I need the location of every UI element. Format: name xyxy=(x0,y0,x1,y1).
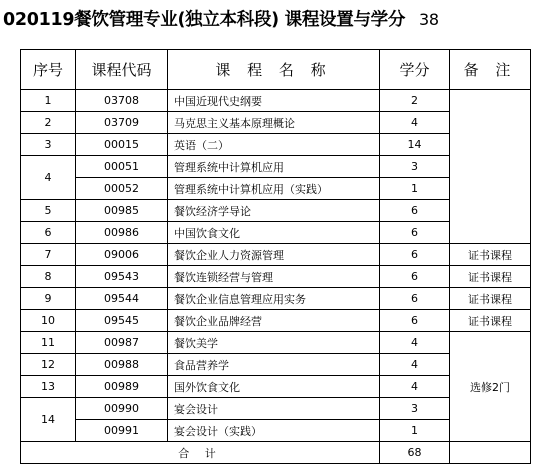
credit-cell: 1 xyxy=(380,420,450,442)
table-row xyxy=(21,244,531,266)
course-name-cell: 马克思主义基本原理概论 xyxy=(168,112,380,134)
course-name-cell: 餐饮企业品牌经营 xyxy=(168,310,380,332)
seq-cell: 9 xyxy=(21,288,76,310)
course-name-cell: 食品营养学 xyxy=(168,354,380,376)
course-table xyxy=(20,49,531,464)
credit-cell: 6 xyxy=(380,244,450,266)
course-name-cell: 中国近现代史纲要 xyxy=(168,90,380,112)
course-name-cell: 餐饮美学 xyxy=(168,332,380,354)
code-cell: 09543 xyxy=(76,266,168,288)
header-remark: 备 注 xyxy=(450,50,531,90)
code-cell: 00015 xyxy=(76,134,168,156)
seq-cell: 12 xyxy=(21,354,76,376)
course-name-cell: 餐饮企业信息管理应用实务 xyxy=(168,288,380,310)
course-name-cell: 管理系统中计算机应用 xyxy=(168,156,380,178)
code-cell: 09544 xyxy=(76,288,168,310)
seq-cell: 14 xyxy=(21,398,76,442)
title-text: 020119餐饮管理专业(独立本科段) 课程设置与学分 xyxy=(3,10,406,30)
total-credit: 68 xyxy=(380,442,450,464)
code-cell: 03709 xyxy=(76,112,168,134)
course-name-cell: 宴会设计（实践） xyxy=(168,420,380,442)
credit-cell: 6 xyxy=(380,310,450,332)
code-cell: 00991 xyxy=(76,420,168,442)
remark-cell: 证书课程 xyxy=(450,244,531,266)
table-row xyxy=(21,310,531,332)
seq-cell: 7 xyxy=(21,244,76,266)
credit-cell: 1 xyxy=(380,178,450,200)
total-label xyxy=(21,442,380,464)
course-name-cell: 中国饮食文化 xyxy=(168,222,380,244)
code-cell: 00989 xyxy=(76,376,168,398)
seq-cell: 8 xyxy=(21,266,76,288)
seq-cell: 3 xyxy=(21,134,76,156)
code-cell: 00988 xyxy=(76,354,168,376)
code-cell: 09006 xyxy=(76,244,168,266)
header-code: 课程代码 xyxy=(76,50,168,90)
credit-cell: 4 xyxy=(380,376,450,398)
seq-cell: 10 xyxy=(21,310,76,332)
header-seq: 序号 xyxy=(21,50,76,90)
course-name-cell: 餐饮企业人力资源管理 xyxy=(168,244,380,266)
code-cell: 00987 xyxy=(76,332,168,354)
credit-cell: 4 xyxy=(380,112,450,134)
remark-cell: 证书课程 xyxy=(450,288,531,310)
credit-cell: 6 xyxy=(380,266,450,288)
seq-cell: 13 xyxy=(21,376,76,398)
seq-cell: 6 xyxy=(21,222,76,244)
credit-cell: 6 xyxy=(380,222,450,244)
code-cell: 00986 xyxy=(76,222,168,244)
table-row xyxy=(21,332,531,354)
code-cell: 00052 xyxy=(76,178,168,200)
seq-cell: 11 xyxy=(21,332,76,354)
credit-cell: 3 xyxy=(380,398,450,420)
remark-cell-empty xyxy=(450,90,531,244)
table-row xyxy=(21,266,531,288)
credit-cell: 4 xyxy=(380,354,450,376)
page-number: 38 xyxy=(419,10,439,29)
course-name-cell: 管理系统中计算机应用（实践） xyxy=(168,178,380,200)
course-name-cell: 英语（二） xyxy=(168,134,380,156)
code-cell: 03708 xyxy=(76,90,168,112)
table-header-row xyxy=(21,50,531,90)
code-cell: 00985 xyxy=(76,200,168,222)
table-row xyxy=(21,90,531,112)
page-title xyxy=(3,6,439,31)
credit-cell: 6 xyxy=(380,200,450,222)
seq-cell: 5 xyxy=(21,200,76,222)
course-name-cell: 餐饮经济学导论 xyxy=(168,200,380,222)
credit-cell: 4 xyxy=(380,332,450,354)
seq-cell: 1 xyxy=(21,90,76,112)
course-name-cell: 国外饮食文化 xyxy=(168,376,380,398)
code-cell: 09545 xyxy=(76,310,168,332)
code-cell: 00051 xyxy=(76,156,168,178)
remark-cell: 证书课程 xyxy=(450,266,531,288)
credit-cell: 3 xyxy=(380,156,450,178)
credit-cell: 6 xyxy=(380,288,450,310)
credit-cell: 14 xyxy=(380,134,450,156)
total-label-text: 合 计 xyxy=(178,446,222,460)
course-name-cell: 餐饮连锁经营与管理 xyxy=(168,266,380,288)
seq-cell: 4 xyxy=(21,156,76,200)
code-cell: 00990 xyxy=(76,398,168,420)
table-row xyxy=(21,288,531,310)
total-remark-empty xyxy=(450,442,531,464)
header-name: 课 程 名 称 xyxy=(168,50,380,90)
elective-remark-cell: 选修2门 xyxy=(450,332,531,442)
course-name-cell: 宴会设计 xyxy=(168,398,380,420)
remark-cell: 证书课程 xyxy=(450,310,531,332)
total-row xyxy=(21,442,531,464)
header-credit: 学分 xyxy=(380,50,450,90)
credit-cell: 2 xyxy=(380,90,450,112)
seq-cell: 2 xyxy=(21,112,76,134)
